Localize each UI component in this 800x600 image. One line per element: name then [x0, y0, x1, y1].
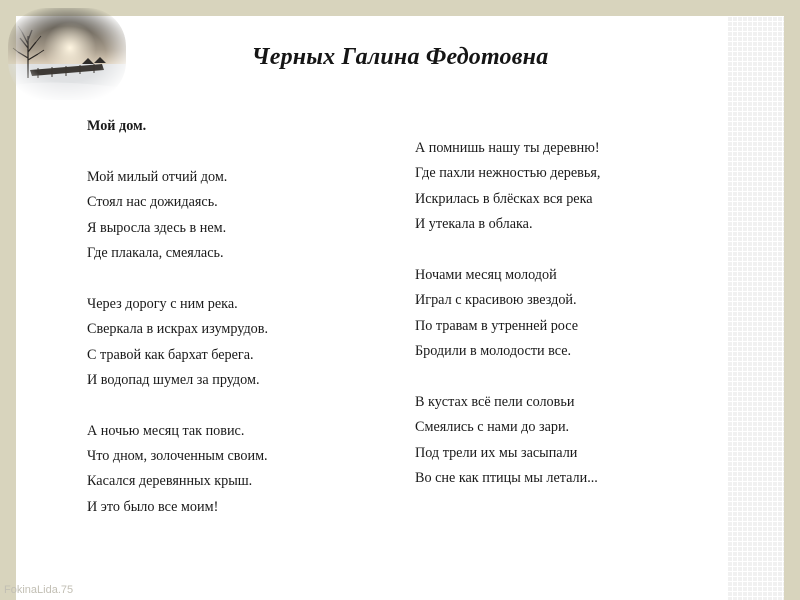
poem-line: И утекала в облака.: [415, 216, 533, 233]
poem-line: Где плакала, смеялась.: [87, 244, 224, 261]
poem-line: Во сне как птицы мы летали...: [415, 470, 598, 487]
poem-line: Через дорогу с ним река.: [87, 295, 238, 312]
poem-line: А ночью месяц так повис.: [87, 422, 245, 439]
poem-line: Стоял нас дожидаясь.: [87, 194, 218, 211]
poem-right-column: [415, 136, 600, 491]
poem-line: Ночами месяц молодой: [415, 266, 557, 283]
poem-line: И водопад шумел за прудом.: [87, 371, 260, 388]
poem-line: Играл с красивою звездой.: [415, 292, 577, 309]
poem-title: Мой дом.: [87, 118, 147, 134]
poem-line: Бродили в молодости все.: [415, 343, 572, 360]
poem-line: Искрилась в блёсках вся река: [415, 190, 593, 207]
poem-line: Я выросла здесь в нем.: [87, 219, 227, 236]
watermark: FokinaLida.75: [4, 584, 74, 596]
poem-line: И это было все моим!: [87, 498, 219, 515]
poem-line: Касался деревянных крыш.: [87, 473, 253, 490]
poem-line: Где пахли нежностью деревья,: [415, 165, 601, 182]
poem-line: С травой как бархат берега.: [87, 346, 254, 363]
poem-left-column: [87, 114, 268, 520]
poem-line: Под трели их мы засыпали: [415, 444, 578, 461]
poem-line: А помнишь нашу ты деревню!: [415, 140, 600, 156]
poem-line: Мой милый отчий дом.: [87, 168, 228, 185]
poem-line: Смеялись с нами до зари.: [415, 419, 570, 436]
poem-line: Сверкала в искрах изумрудов.: [87, 321, 268, 338]
poem-line: По травам в утренней росе: [415, 317, 579, 334]
page-title: Черных Галина Федотовна: [251, 44, 549, 70]
poem-line: Что дном, золоченным своим.: [87, 448, 268, 465]
poem-line: В кустах всё пели соловьи: [415, 393, 575, 410]
decorative-grid-strip: [727, 16, 784, 600]
